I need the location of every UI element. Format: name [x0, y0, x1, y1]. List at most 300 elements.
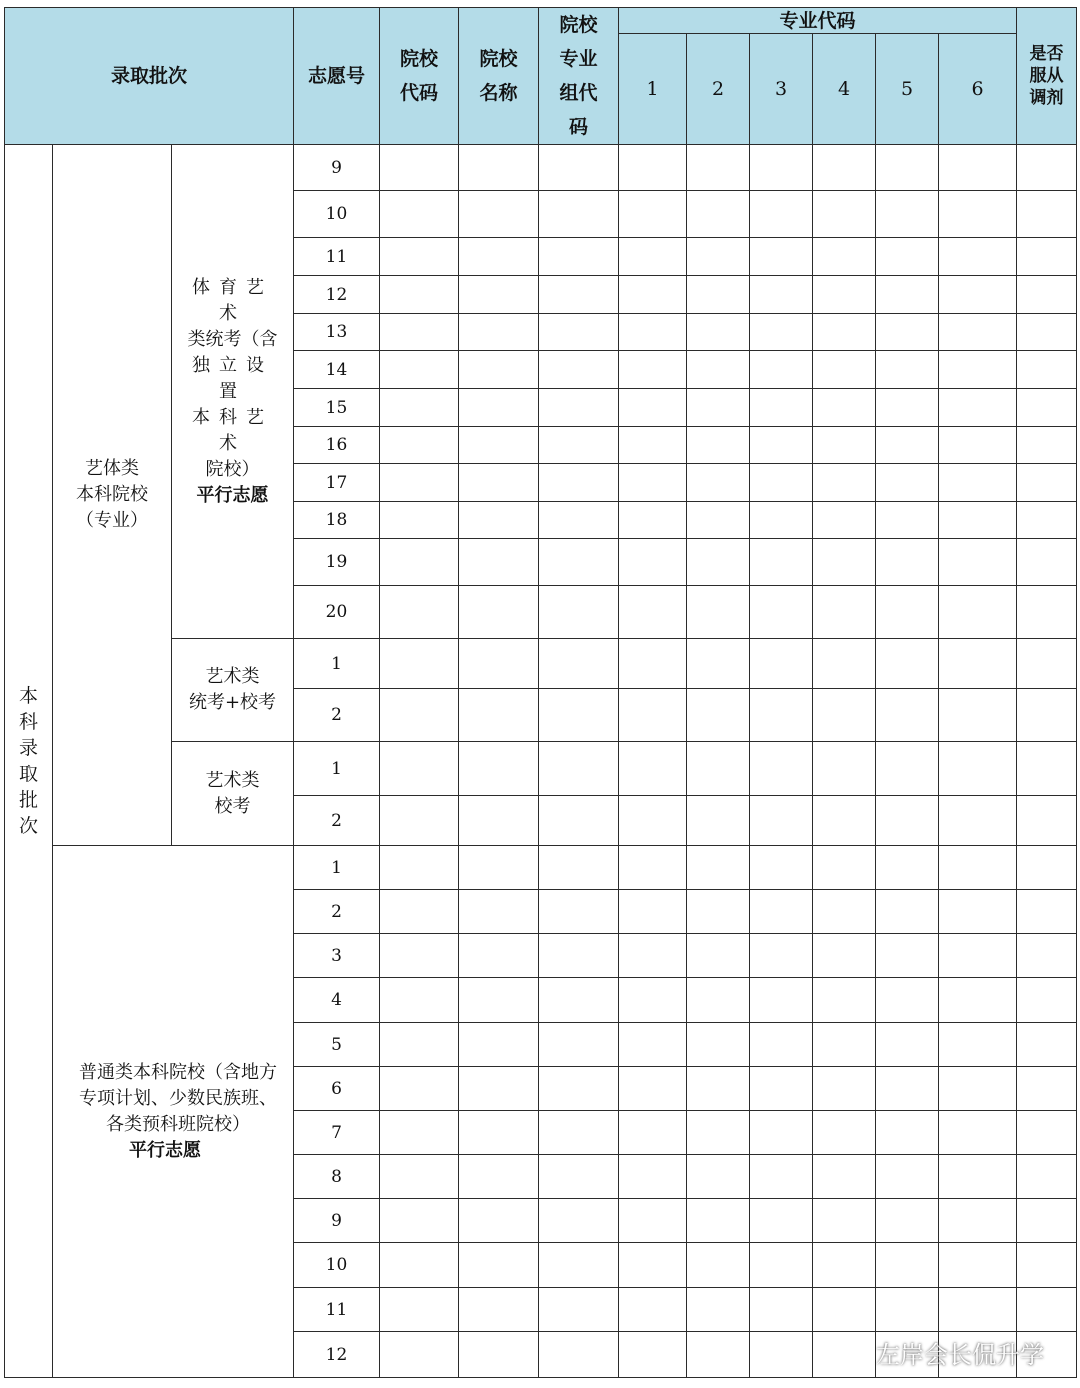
cell-major-6[interactable]: [939, 890, 1017, 934]
cell-major-3[interactable]: [750, 1332, 813, 1378]
cell-group-code[interactable]: [539, 314, 619, 351]
cell-school-name[interactable]: [459, 1067, 539, 1111]
cell-adjust[interactable]: [1017, 464, 1077, 502]
cell-adjust[interactable]: [1017, 639, 1077, 689]
choice-number: 7: [294, 1111, 380, 1155]
cell-major-4[interactable]: [813, 1067, 876, 1111]
cell-major-5[interactable]: [876, 276, 939, 314]
cell-major-6[interactable]: [939, 1111, 1017, 1155]
cell-major-2[interactable]: [687, 890, 750, 934]
cell-major-2[interactable]: [687, 934, 750, 978]
cell-school-code[interactable]: [380, 1155, 459, 1199]
choice-number: 9: [294, 145, 380, 191]
cell-major-4[interactable]: [813, 145, 876, 191]
cell-major-5[interactable]: [876, 742, 939, 796]
cell-major-2[interactable]: [687, 539, 750, 586]
cell-major-2[interactable]: [687, 742, 750, 796]
cell-major-1[interactable]: [619, 689, 687, 742]
unified-exam-category: 体育艺术 类统考（含 独立设置 本科艺术 院校） 平行志愿: [172, 145, 294, 639]
cell-school-code[interactable]: [380, 1199, 459, 1243]
cell-major-6[interactable]: [939, 238, 1017, 276]
header-choice-no: 志愿号: [294, 8, 380, 145]
cell-major-2[interactable]: [687, 846, 750, 890]
cell-major-1[interactable]: [619, 1243, 687, 1288]
cell-adjust[interactable]: [1017, 742, 1077, 796]
cell-group-code[interactable]: [539, 1199, 619, 1243]
cell-major-4[interactable]: [813, 351, 876, 389]
cell-adjust[interactable]: [1017, 846, 1077, 890]
cell-school-code[interactable]: [380, 389, 459, 427]
choice-number: 6: [294, 1067, 380, 1111]
cell-school-name[interactable]: [459, 639, 539, 689]
cell-major-6[interactable]: [939, 1023, 1017, 1067]
cell-adjust[interactable]: [1017, 796, 1077, 846]
cell-major-3[interactable]: [750, 934, 813, 978]
cell-adjust[interactable]: [1017, 238, 1077, 276]
cell-major-4[interactable]: [813, 586, 876, 639]
cell-major-4[interactable]: [813, 796, 876, 846]
cell-school-code[interactable]: [380, 1023, 459, 1067]
cell-major-6[interactable]: [939, 1199, 1017, 1243]
cell-major-3[interactable]: [750, 1199, 813, 1243]
cell-major-4[interactable]: [813, 389, 876, 427]
art-sports-school-label: 艺体类 本科院校 （专业）: [53, 145, 172, 846]
cell-adjust[interactable]: [1017, 1023, 1077, 1067]
cell-major-2[interactable]: [687, 314, 750, 351]
cell-school-code[interactable]: [380, 978, 459, 1023]
cell-adjust[interactable]: [1017, 502, 1077, 539]
cell-school-name[interactable]: [459, 351, 539, 389]
cell-school-name[interactable]: [459, 1023, 539, 1067]
cell-group-code[interactable]: [539, 145, 619, 191]
cell-major-2[interactable]: [687, 639, 750, 689]
cell-major-1[interactable]: [619, 1288, 687, 1332]
cell-school-code[interactable]: [380, 586, 459, 639]
cell-major-1[interactable]: [619, 1111, 687, 1155]
cell-school-code[interactable]: [380, 890, 459, 934]
cell-major-1[interactable]: [619, 1199, 687, 1243]
cell-major-3[interactable]: [750, 978, 813, 1023]
cell-school-code[interactable]: [380, 639, 459, 689]
cell-group-code[interactable]: [539, 464, 619, 502]
cell-major-2[interactable]: [687, 586, 750, 639]
cell-major-1[interactable]: [619, 742, 687, 796]
cell-major-2[interactable]: [687, 464, 750, 502]
cell-major-5[interactable]: [876, 314, 939, 351]
cell-major-1[interactable]: [619, 1155, 687, 1199]
cell-school-code[interactable]: [380, 742, 459, 796]
cell-major-5[interactable]: [876, 502, 939, 539]
cell-major-2[interactable]: [687, 1243, 750, 1288]
cell-major-3[interactable]: [750, 238, 813, 276]
cell-school-code[interactable]: [380, 934, 459, 978]
cell-major-2[interactable]: [687, 796, 750, 846]
application-form-table: [4, 7, 1077, 1378]
cell-school-name[interactable]: [459, 1199, 539, 1243]
cell-school-code[interactable]: [380, 238, 459, 276]
cell-school-code[interactable]: [380, 314, 459, 351]
cell-school-name[interactable]: [459, 846, 539, 890]
cell-group-code[interactable]: [539, 238, 619, 276]
cell-group-code[interactable]: [539, 191, 619, 238]
cell-major-4[interactable]: [813, 934, 876, 978]
cell-major-2[interactable]: [687, 389, 750, 427]
cell-major-4[interactable]: [813, 1111, 876, 1155]
cell-group-code[interactable]: [539, 796, 619, 846]
cell-adjust[interactable]: [1017, 1111, 1077, 1155]
cell-major-1[interactable]: [619, 145, 687, 191]
cell-major-4[interactable]: [813, 191, 876, 238]
cell-school-name[interactable]: [459, 502, 539, 539]
cell-school-code[interactable]: [380, 1067, 459, 1111]
choice-number: 4: [294, 978, 380, 1023]
cell-group-code[interactable]: [539, 586, 619, 639]
cell-major-4[interactable]: [813, 427, 876, 464]
cell-major-5[interactable]: [876, 427, 939, 464]
cell-school-name[interactable]: [459, 796, 539, 846]
cell-group-code[interactable]: [539, 890, 619, 934]
cell-major-4[interactable]: [813, 1023, 876, 1067]
cell-major-5[interactable]: [876, 351, 939, 389]
cell-major-4[interactable]: [813, 276, 876, 314]
cell-major-1[interactable]: [619, 586, 687, 639]
cell-major-6[interactable]: [939, 145, 1017, 191]
cell-group-code[interactable]: [539, 351, 619, 389]
cell-school-name[interactable]: [459, 389, 539, 427]
header-major-code: 专业代码: [619, 8, 1017, 34]
cell-adjust[interactable]: [1017, 934, 1077, 978]
cell-major-6[interactable]: [939, 314, 1017, 351]
cell-major-3[interactable]: [750, 1067, 813, 1111]
cell-major-5[interactable]: [876, 890, 939, 934]
cell-major-2[interactable]: [687, 351, 750, 389]
cell-group-code[interactable]: [539, 1332, 619, 1378]
cell-major-1[interactable]: [619, 191, 687, 238]
cell-major-6[interactable]: [939, 389, 1017, 427]
cell-major-3[interactable]: [750, 314, 813, 351]
cell-major-3[interactable]: [750, 502, 813, 539]
cell-group-code[interactable]: [539, 1243, 619, 1288]
cell-school-code[interactable]: [380, 145, 459, 191]
cell-major-6[interactable]: [939, 539, 1017, 586]
cell-school-name[interactable]: [459, 314, 539, 351]
cell-school-name[interactable]: [459, 934, 539, 978]
cell-school-code[interactable]: [380, 689, 459, 742]
cell-school-name[interactable]: [459, 1243, 539, 1288]
cell-major-6[interactable]: [939, 846, 1017, 890]
cell-major-4[interactable]: [813, 1243, 876, 1288]
cell-school-name[interactable]: [459, 276, 539, 314]
cell-major-6[interactable]: [939, 1288, 1017, 1332]
cell-major-3[interactable]: [750, 427, 813, 464]
cell-major-5[interactable]: [876, 639, 939, 689]
cell-major-4[interactable]: [813, 1155, 876, 1199]
cell-school-code[interactable]: [380, 427, 459, 464]
cell-school-code[interactable]: [380, 1288, 459, 1332]
cell-major-4[interactable]: [813, 689, 876, 742]
cell-major-5[interactable]: [876, 1243, 939, 1288]
cell-major-6[interactable]: [939, 639, 1017, 689]
cell-major-3[interactable]: [750, 276, 813, 314]
cell-school-code[interactable]: [380, 1111, 459, 1155]
cell-group-code[interactable]: [539, 846, 619, 890]
cell-major-4[interactable]: [813, 742, 876, 796]
cell-major-1[interactable]: [619, 238, 687, 276]
cell-major-6[interactable]: [939, 1243, 1017, 1288]
cell-major-1[interactable]: [619, 464, 687, 502]
cell-adjust[interactable]: [1017, 978, 1077, 1023]
cell-major-1[interactable]: [619, 389, 687, 427]
cell-school-code[interactable]: [380, 539, 459, 586]
cell-school-name[interactable]: [459, 689, 539, 742]
cell-major-1[interactable]: [619, 846, 687, 890]
cell-school-name[interactable]: [459, 1332, 539, 1378]
cell-group-code[interactable]: [539, 689, 619, 742]
cell-major-6[interactable]: [939, 464, 1017, 502]
cell-major-1[interactable]: [619, 351, 687, 389]
cell-school-name[interactable]: [459, 1155, 539, 1199]
cell-major-1[interactable]: [619, 1332, 687, 1378]
choice-number: 9: [294, 1199, 380, 1243]
batch-label-undergrad: 本 科 录 取 批 次: [5, 145, 53, 1378]
cell-school-code[interactable]: [380, 1243, 459, 1288]
cell-major-6[interactable]: [939, 351, 1017, 389]
cell-major-4[interactable]: [813, 464, 876, 502]
cell-major-3[interactable]: [750, 191, 813, 238]
cell-major-2[interactable]: [687, 1332, 750, 1378]
cell-major-5[interactable]: [876, 1199, 939, 1243]
cell-adjust[interactable]: [1017, 539, 1077, 586]
cell-major-2[interactable]: [687, 276, 750, 314]
cell-major-1[interactable]: [619, 934, 687, 978]
cell-group-code[interactable]: [539, 742, 619, 796]
choice-number: 15: [294, 389, 380, 427]
cell-major-5[interactable]: [876, 934, 939, 978]
cell-major-2[interactable]: [687, 145, 750, 191]
cell-major-4[interactable]: [813, 890, 876, 934]
choice-number: 1: [294, 639, 380, 689]
cell-major-2[interactable]: [687, 978, 750, 1023]
header-group-code: 院校 专业 组代 码: [539, 8, 619, 145]
cell-group-code[interactable]: [539, 427, 619, 464]
cell-major-6[interactable]: [939, 586, 1017, 639]
cell-major-5[interactable]: [876, 1155, 939, 1199]
cell-major-3[interactable]: [750, 639, 813, 689]
cell-major-5[interactable]: [876, 145, 939, 191]
cell-major-3[interactable]: [750, 1023, 813, 1067]
cell-major-5[interactable]: [876, 689, 939, 742]
cell-major-1[interactable]: [619, 502, 687, 539]
cell-major-6[interactable]: [939, 276, 1017, 314]
cell-adjust[interactable]: [1017, 351, 1077, 389]
cell-major-6[interactable]: [939, 796, 1017, 846]
cell-major-5[interactable]: [876, 796, 939, 846]
cell-group-code[interactable]: [539, 1067, 619, 1111]
cell-school-code[interactable]: [380, 276, 459, 314]
cell-major-6[interactable]: [939, 427, 1017, 464]
cell-major-1[interactable]: [619, 276, 687, 314]
cell-major-4[interactable]: [813, 846, 876, 890]
cell-major-5[interactable]: [876, 238, 939, 276]
cell-major-3[interactable]: [750, 1155, 813, 1199]
cell-group-code[interactable]: [539, 1288, 619, 1332]
cell-group-code[interactable]: [539, 1023, 619, 1067]
cell-adjust[interactable]: [1017, 314, 1077, 351]
cell-major-1[interactable]: [619, 427, 687, 464]
cell-major-4[interactable]: [813, 639, 876, 689]
cell-adjust[interactable]: [1017, 1288, 1077, 1332]
cell-major-3[interactable]: [750, 145, 813, 191]
wechat-icon: [834, 1338, 868, 1368]
cell-major-6[interactable]: [939, 191, 1017, 238]
cell-group-code[interactable]: [539, 639, 619, 689]
choice-number: 16: [294, 427, 380, 464]
cell-major-2[interactable]: [687, 427, 750, 464]
cell-group-code[interactable]: [539, 389, 619, 427]
cell-major-5[interactable]: [876, 389, 939, 427]
cell-school-code[interactable]: [380, 191, 459, 238]
cell-adjust[interactable]: [1017, 191, 1077, 238]
cell-school-code[interactable]: [380, 351, 459, 389]
cell-adjust[interactable]: [1017, 1067, 1077, 1111]
cell-major-3[interactable]: [750, 464, 813, 502]
cell-major-1[interactable]: [619, 1023, 687, 1067]
cell-major-4[interactable]: [813, 238, 876, 276]
cell-major-5[interactable]: [876, 978, 939, 1023]
cell-major-1[interactable]: [619, 539, 687, 586]
choice-number: 20: [294, 586, 380, 639]
cell-major-5[interactable]: [876, 1067, 939, 1111]
cell-school-name[interactable]: [459, 586, 539, 639]
cell-adjust[interactable]: [1017, 1199, 1077, 1243]
cell-major-6[interactable]: [939, 934, 1017, 978]
cell-major-4[interactable]: [813, 314, 876, 351]
cell-major-5[interactable]: [876, 1288, 939, 1332]
cell-major-1[interactable]: [619, 890, 687, 934]
cell-major-3[interactable]: [750, 1111, 813, 1155]
cell-major-4[interactable]: [813, 978, 876, 1023]
cell-major-3[interactable]: [750, 890, 813, 934]
cell-school-name[interactable]: [459, 464, 539, 502]
header-major-6: 6: [939, 34, 1017, 145]
cell-adjust[interactable]: [1017, 586, 1077, 639]
cell-major-3[interactable]: [750, 539, 813, 586]
choice-number: 11: [294, 1288, 380, 1332]
cell-major-3[interactable]: [750, 689, 813, 742]
cell-major-2[interactable]: [687, 238, 750, 276]
cell-major-6[interactable]: [939, 502, 1017, 539]
cell-major-6[interactable]: [939, 1155, 1017, 1199]
cell-major-3[interactable]: [750, 586, 813, 639]
cell-school-code[interactable]: [380, 796, 459, 846]
cell-major-3[interactable]: [750, 796, 813, 846]
cell-school-code[interactable]: [380, 464, 459, 502]
cell-major-6[interactable]: [939, 978, 1017, 1023]
cell-major-5[interactable]: [876, 846, 939, 890]
cell-adjust[interactable]: [1017, 427, 1077, 464]
cell-group-code[interactable]: [539, 1111, 619, 1155]
cell-major-2[interactable]: [687, 502, 750, 539]
cell-major-6[interactable]: [939, 742, 1017, 796]
cell-major-2[interactable]: [687, 1067, 750, 1111]
header-major-1: 1: [619, 34, 687, 145]
cell-major-3[interactable]: [750, 1288, 813, 1332]
cell-school-name[interactable]: [459, 238, 539, 276]
cell-school-code[interactable]: [380, 846, 459, 890]
cell-major-1[interactable]: [619, 978, 687, 1023]
cell-adjust[interactable]: [1017, 145, 1077, 191]
cell-major-5[interactable]: [876, 191, 939, 238]
cell-major-5[interactable]: [876, 539, 939, 586]
cell-major-1[interactable]: [619, 1067, 687, 1111]
cell-group-code[interactable]: [539, 276, 619, 314]
cell-adjust[interactable]: [1017, 276, 1077, 314]
cell-adjust[interactable]: [1017, 389, 1077, 427]
cell-major-5[interactable]: [876, 1111, 939, 1155]
cell-group-code[interactable]: [539, 539, 619, 586]
cell-major-2[interactable]: [687, 1111, 750, 1155]
cell-major-3[interactable]: [750, 351, 813, 389]
cell-major-4[interactable]: [813, 1288, 876, 1332]
cell-school-name[interactable]: [459, 191, 539, 238]
cell-major-3[interactable]: [750, 389, 813, 427]
cell-major-4[interactable]: [813, 539, 876, 586]
cell-major-3[interactable]: [750, 846, 813, 890]
cell-adjust[interactable]: [1017, 689, 1077, 742]
cell-school-code[interactable]: [380, 1332, 459, 1378]
cell-school-name[interactable]: [459, 978, 539, 1023]
choice-number: 1: [294, 742, 380, 796]
cell-major-4[interactable]: [813, 502, 876, 539]
cell-school-name[interactable]: [459, 427, 539, 464]
cell-school-name[interactable]: [459, 890, 539, 934]
cell-major-3[interactable]: [750, 1243, 813, 1288]
cell-major-6[interactable]: [939, 1067, 1017, 1111]
cell-major-1[interactable]: [619, 314, 687, 351]
cell-major-2[interactable]: [687, 689, 750, 742]
cell-group-code[interactable]: [539, 502, 619, 539]
cell-major-5[interactable]: [876, 586, 939, 639]
cell-school-code[interactable]: [380, 502, 459, 539]
cell-major-5[interactable]: [876, 1023, 939, 1067]
cell-major-2[interactable]: [687, 1155, 750, 1199]
cell-group-code[interactable]: [539, 978, 619, 1023]
cell-school-name[interactable]: [459, 1111, 539, 1155]
cell-major-3[interactable]: [750, 742, 813, 796]
cell-group-code[interactable]: [539, 934, 619, 978]
cell-adjust[interactable]: [1017, 1155, 1077, 1199]
cell-school-name[interactable]: [459, 1288, 539, 1332]
cell-school-name[interactable]: [459, 145, 539, 191]
cell-major-2[interactable]: [687, 1023, 750, 1067]
cell-adjust[interactable]: [1017, 890, 1077, 934]
header-school-code: 院校 代码: [380, 8, 459, 145]
cell-major-5[interactable]: [876, 464, 939, 502]
cell-major-6[interactable]: [939, 689, 1017, 742]
cell-school-name[interactable]: [459, 742, 539, 796]
cell-major-2[interactable]: [687, 1199, 750, 1243]
choice-number: 14: [294, 351, 380, 389]
cell-major-2[interactable]: [687, 1288, 750, 1332]
cell-group-code[interactable]: [539, 1155, 619, 1199]
cell-school-name[interactable]: [459, 539, 539, 586]
choice-number: 12: [294, 276, 380, 314]
cell-adjust[interactable]: [1017, 1243, 1077, 1288]
cell-major-1[interactable]: [619, 639, 687, 689]
cell-major-1[interactable]: [619, 796, 687, 846]
cell-major-4[interactable]: [813, 1199, 876, 1243]
cell-major-2[interactable]: [687, 191, 750, 238]
